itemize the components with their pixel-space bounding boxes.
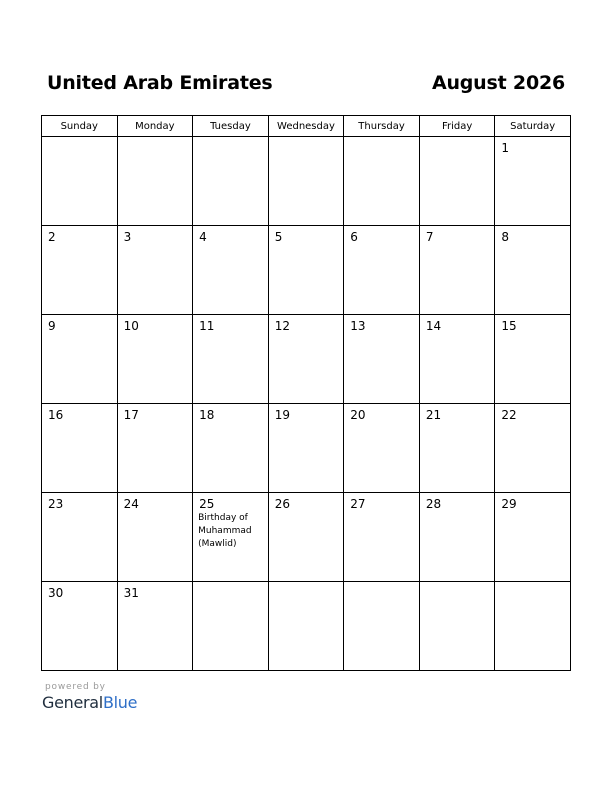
holiday-event: Birthday of Muhammad (Mawlid) [198,513,252,549]
day-cell [419,404,495,493]
day-number: 4 [199,230,207,244]
day-cell [268,493,344,582]
day-number: 9 [48,319,56,333]
weekday-monday: Monday [117,116,193,137]
day-cell [42,582,118,671]
day-number: 3 [123,230,132,244]
day-cell [495,315,571,404]
weekday-wednesday: Wednesday [268,116,344,137]
day-cell [117,315,193,404]
day-cell [42,137,118,226]
week-row [42,493,571,582]
day-number: 13 [350,319,366,333]
day-number: 16 [48,408,64,422]
day-number: 30 [48,586,64,600]
day-cell [268,582,344,671]
day-cell [419,226,495,315]
day-cell [42,404,118,493]
country-title: United Arab Emirates [47,72,273,94]
day-cell [495,226,571,315]
weekday-sunday: Sunday [42,116,118,137]
day-number: 10 [123,319,139,333]
day-cell [495,493,571,582]
day-cell [419,137,495,226]
day-cell [42,226,118,315]
week-row [42,582,571,671]
brand-logo [42,693,137,713]
calendar-body [42,137,571,671]
brand-general-text: General [42,693,103,712]
day-number: 1 [501,141,510,155]
day-number: 22 [501,408,517,422]
day-cell [268,137,344,226]
weekday-saturday: Saturday [495,116,571,137]
day-cell [193,404,269,493]
weekday-friday: Friday [419,116,495,137]
week-row [42,137,571,226]
day-number: 25 [199,497,215,511]
day-number: 26 [274,497,290,511]
day-cell [495,404,571,493]
day-cell [344,493,420,582]
day-cell [268,404,344,493]
day-number: 15 [501,319,517,333]
day-cell [344,582,420,671]
day-number: 5 [274,230,283,244]
day-cell [193,137,269,226]
day-number: 20 [350,408,366,422]
day-number: 6 [350,230,358,244]
day-number: 21 [425,408,442,422]
day-cell [419,582,495,671]
day-number: 2 [48,230,56,244]
day-cell [42,315,118,404]
day-number: 7 [425,230,434,244]
day-cell [117,404,193,493]
brand-footer [42,682,137,713]
day-cell [268,226,344,315]
day-number: 12 [274,319,290,333]
day-cell [344,404,420,493]
calendar-grid [41,115,571,671]
day-number: 27 [350,497,366,511]
day-cell [495,582,571,671]
day-cell [193,582,269,671]
weekday-tuesday: Tuesday [193,116,269,137]
week-row [42,226,571,315]
weekday-header-row [42,116,571,137]
day-cell [42,493,118,582]
day-cell [344,226,420,315]
day-cell [344,137,420,226]
day-number: 14 [425,319,442,333]
brand-blue-text: Blue [102,693,138,712]
day-cell [117,493,193,582]
day-number: 8 [501,230,510,244]
day-number: 19 [274,408,290,422]
day-cell [193,226,269,315]
day-number: 18 [199,408,215,422]
week-row [42,404,571,493]
day-number: 24 [123,497,139,511]
day-cell [419,315,495,404]
day-cell [117,582,193,671]
day-number: 28 [425,497,442,511]
powered-by-text: powered by [45,682,106,692]
month-year-title: August 2026 [431,72,565,94]
day-number: 29 [501,497,517,511]
day-cell [344,315,420,404]
day-cell [419,493,495,582]
day-cell [193,315,269,404]
day-number: 31 [123,586,139,600]
day-cell [193,493,269,582]
weekday-thursday: Thursday [344,116,420,137]
day-number: 23 [48,497,64,511]
week-row [42,315,571,404]
day-cell [495,137,571,226]
day-cell [117,226,193,315]
day-cell [268,315,344,404]
day-number: 11 [199,319,215,333]
day-cell [117,137,193,226]
day-number: 17 [123,408,139,422]
